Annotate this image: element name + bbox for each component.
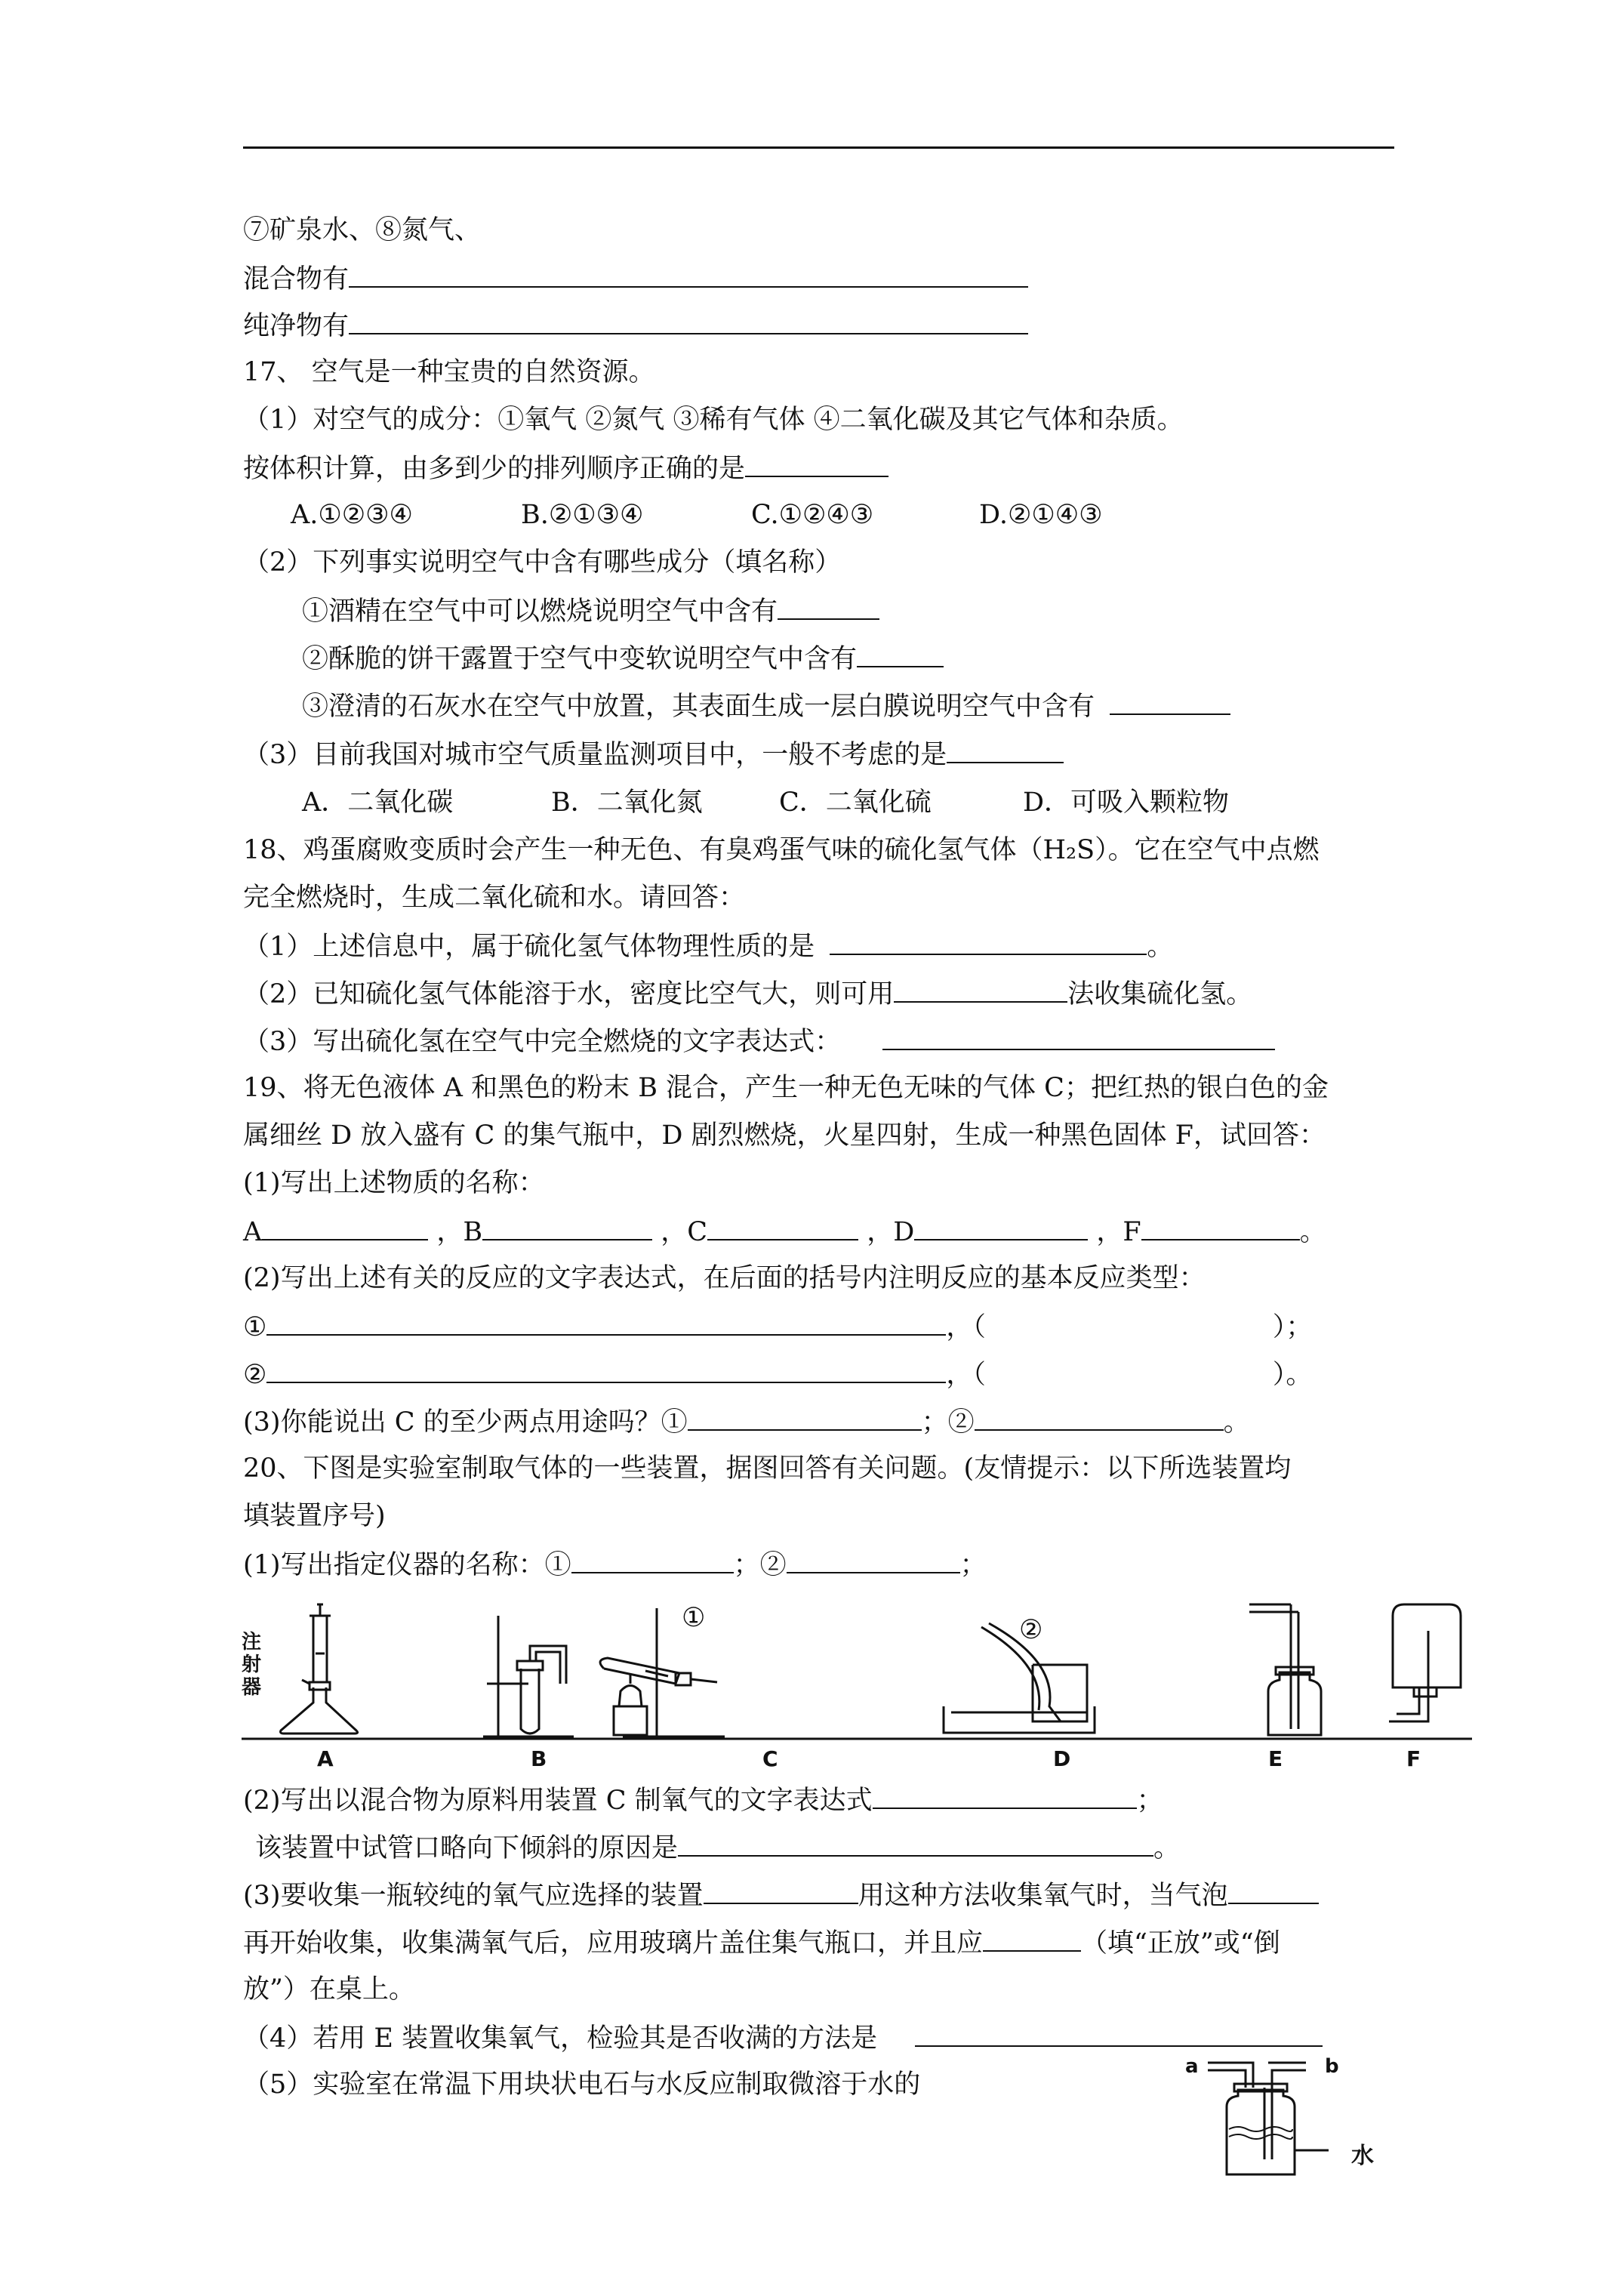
answer-blank[interactable] bbox=[873, 1782, 1137, 1809]
answer-blank[interactable] bbox=[778, 593, 879, 620]
answer-blank[interactable] bbox=[707, 1213, 858, 1240]
answer-blank[interactable] bbox=[349, 307, 1028, 334]
q20-stem-1: 20、下图是实验室制取气体的一些装置，据图回答有关问题。(友情提示：以下所选装置均 bbox=[243, 1453, 1292, 1484]
gas-washing-bottle bbox=[1193, 2054, 1419, 2190]
figure-label-e: E bbox=[1268, 1746, 1283, 1771]
answer-blank[interactable] bbox=[745, 450, 888, 477]
q17-option-a: A.①②③④ bbox=[291, 500, 413, 530]
q20-p5: （5）实验室在常温下用块状电石与水反应制取微溶于水的 bbox=[243, 2069, 921, 2100]
answer-blank[interactable] bbox=[704, 1877, 858, 1904]
q19-names: A ，B ，C ，D ，F 。 bbox=[243, 1213, 1326, 1250]
q17-p2: （2）下列事实说明空气中含有哪些成分（填名称） bbox=[243, 547, 842, 578]
apparatus-c-heating-tube bbox=[600, 1608, 725, 1737]
q20-p2b: 该装置中试管口略向下倾斜的原因是 。 bbox=[255, 1829, 1180, 1866]
q17-p3-option-d: D．可吸入颗粒物 bbox=[1023, 787, 1230, 818]
answer-blank[interactable] bbox=[349, 260, 1028, 288]
q17-p3: （3）目前我国对城市空气质量监测项目中，一般不考虑的是 bbox=[243, 736, 1064, 772]
answer-blank[interactable] bbox=[1228, 1877, 1319, 1904]
q20-p4: （4）若用 E 装置收集氧气，检验其是否收满的方法是 bbox=[243, 2020, 1323, 2056]
answer-blank[interactable] bbox=[266, 1308, 946, 1336]
figure-label-c: C bbox=[762, 1746, 778, 1771]
q18-stem-2: 完全燃烧时，生成二氧化硫和水。请回答： bbox=[243, 883, 746, 913]
q16-items: ⑦矿泉水、⑧氮气、 bbox=[243, 215, 482, 245]
header-rule bbox=[243, 146, 1394, 149]
q19-eq1: ① ，（ ）； bbox=[243, 1308, 1312, 1345]
apparatus-e-gas-bottle bbox=[1249, 1604, 1321, 1735]
q19-p3: (3)你能说出 C 的至少两点用途吗？① ；② 。 bbox=[243, 1404, 1250, 1440]
q19-stem-1: 19、将无色液体 A 和黑色的粉末 B 混合，产生一种无色无味的气体 C；把红热的银白色的金 bbox=[243, 1073, 1329, 1103]
answer-blank[interactable] bbox=[1141, 1213, 1300, 1240]
q17-p1: （1）对空气的成分：①氧气 ②氮气 ③稀有气体 ④二氧化碳及其它气体和杂质。 bbox=[243, 405, 1184, 435]
q17-p2-b: ②酥脆的饼干露置于空气中变软说明空气中含有 bbox=[302, 640, 944, 676]
q20-p3-2: 再开始收集，收集满氧气后，应用玻璃片盖住集气瓶口，并且应 （填“正放”或“倒 bbox=[243, 1925, 1280, 1961]
bottle-port-a: a bbox=[1185, 2055, 1199, 2078]
apparatus-a-flask-syringe bbox=[276, 1604, 358, 1734]
circle-label-1: ① bbox=[682, 1603, 706, 1633]
q17-p2-c: ③澄清的石灰水在空气中放置，其表面生成一层白膜说明空气中含有 bbox=[302, 688, 1230, 724]
q17-stem: 17、 空气是一种宝贵的自然资源。 bbox=[243, 357, 655, 387]
q17-p3-option-b: B．二氧化氮 bbox=[551, 787, 703, 818]
q17-p2-a: ①酒精在空气中可以燃烧说明空气中含有 bbox=[302, 593, 879, 629]
q18-p2: （2）已知硫化氢气体能溶于水，密度比空气大，则可用 法收集硫化氢。 bbox=[243, 975, 1252, 1012]
q16-mixture: 混合物有 bbox=[243, 260, 1028, 297]
q20-p1: (1)写出指定仪器的名称：① ；② ； bbox=[243, 1546, 987, 1583]
answer-blank[interactable] bbox=[857, 640, 944, 667]
apparatus-b-test-tube bbox=[483, 1616, 574, 1737]
q20-p3-3: 放”）在桌上。 bbox=[243, 1974, 415, 2005]
figure-label-d: D bbox=[1053, 1746, 1071, 1771]
answer-blank[interactable] bbox=[678, 1829, 1153, 1857]
q17-p3-option-a: A．二氧化碳 bbox=[302, 787, 454, 818]
answer-blank[interactable] bbox=[266, 1356, 946, 1383]
answer-blank[interactable] bbox=[688, 1404, 922, 1431]
answer-blank[interactable] bbox=[1110, 688, 1230, 715]
answer-blank[interactable] bbox=[975, 1404, 1224, 1431]
q18-stem-1: 18、鸡蛋腐败变质时会产生一种无色、有臭鸡蛋气味的硫化氢气体（H₂S）。它在空气中点燃 bbox=[243, 835, 1320, 865]
answer-blank[interactable] bbox=[482, 1213, 652, 1240]
q17-option-d: D.②①④③ bbox=[979, 500, 1103, 530]
q17-p3-option-c: C．二氧化硫 bbox=[779, 787, 932, 818]
q17-p1-ask: 按体积计算，由多到少的排列顺序正确的是 bbox=[243, 450, 888, 486]
q18-p3: （3）写出硫化氢在空气中完全燃烧的文字表达式： bbox=[243, 1023, 1275, 1059]
bottle-water-label: 水 bbox=[1351, 2143, 1374, 2169]
circle-label-2: ② bbox=[1019, 1615, 1043, 1645]
apparatus-figure bbox=[234, 1601, 1480, 1782]
q20-p2a: (2)写出以混合物为原料用装置 C 制氧气的文字表达式 ； bbox=[243, 1782, 1163, 1818]
q18-p1: （1）上述信息中，属于硫化氢气体物理性质的是 。 bbox=[243, 928, 1173, 964]
q19-p1: (1)写出上述物质的名称： bbox=[243, 1168, 545, 1198]
figure-label-b: B bbox=[531, 1746, 547, 1771]
answer-blank[interactable] bbox=[914, 1213, 1088, 1240]
q17-option-b: B.②①③④ bbox=[521, 500, 644, 530]
answer-blank[interactable] bbox=[947, 736, 1064, 763]
answer-blank[interactable] bbox=[882, 1023, 1275, 1050]
answer-blank[interactable] bbox=[830, 928, 1147, 955]
answer-blank[interactable] bbox=[571, 1546, 734, 1573]
q19-p2: (2)写出上述有关的反应的文字表达式，在后面的括号内注明反应的基本反应类型： bbox=[243, 1263, 1206, 1293]
q20-stem-2: 填装置序号) bbox=[243, 1501, 386, 1531]
figure-label-a: A bbox=[317, 1746, 334, 1771]
q20-p3-1: (3)要收集一瓶较纯的氧气应选择的装置 用这种方法收集氧气时，当气泡 bbox=[243, 1877, 1319, 1913]
answer-blank[interactable] bbox=[787, 1546, 960, 1573]
apparatus-f-inverted-bottle bbox=[1389, 1604, 1461, 1721]
q19-stem-2: 属细丝 D 放入盛有 C 的集气瓶中，D 剧烈燃烧，火星四射，生成一种黑色固体 F，试回答： bbox=[243, 1120, 1326, 1151]
answer-blank[interactable] bbox=[894, 975, 1067, 1003]
answer-blank[interactable] bbox=[262, 1213, 428, 1240]
q16-pure: 纯净物有 bbox=[243, 307, 1028, 344]
answer-blank[interactable] bbox=[983, 1925, 1081, 1952]
q17-option-c: C.①②④③ bbox=[751, 500, 874, 530]
q19-eq2: ② ，（ ）。 bbox=[243, 1356, 1312, 1392]
syringe-label: 注射器 bbox=[242, 1631, 262, 1699]
figure-label-f: F bbox=[1406, 1746, 1421, 1771]
bottle-port-b: b bbox=[1325, 2055, 1339, 2078]
answer-blank[interactable] bbox=[915, 2020, 1323, 2047]
